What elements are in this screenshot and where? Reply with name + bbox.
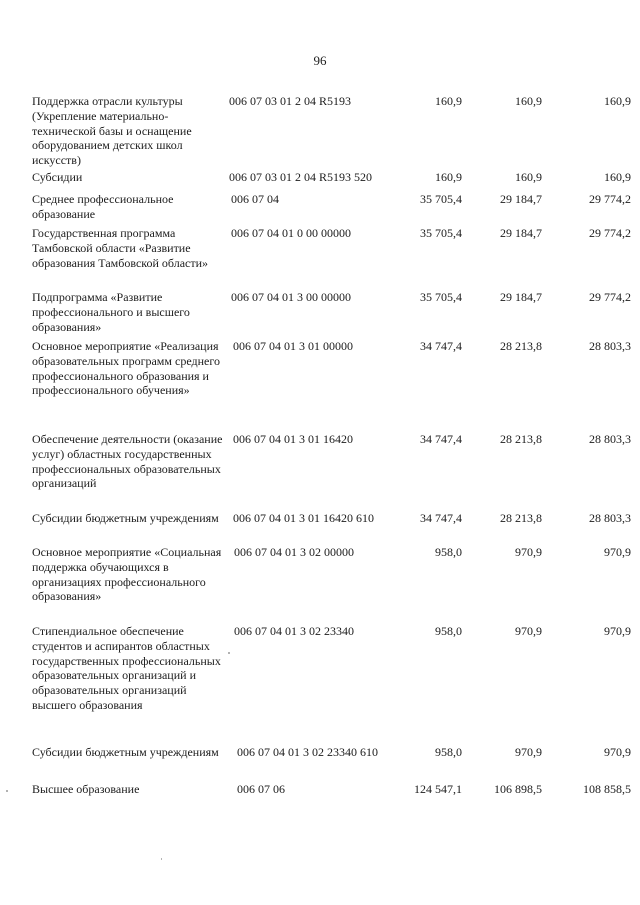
row-value-3: 160,9 <box>604 94 631 108</box>
row-value-3: 970,9 <box>604 745 631 759</box>
row-code: 006 07 04 <box>231 192 279 206</box>
row-code: 006 07 04 01 3 02 00000 <box>234 545 354 559</box>
row-name: Высшее образование <box>32 782 140 796</box>
row-value-2: 160,9 <box>515 94 542 108</box>
row-name: Основное мероприятие «Социальная поддержка обучающихся в организациях профессионального образования» <box>32 545 222 604</box>
row-value-2: 28 213,8 <box>500 339 542 353</box>
row-value-3: 28 803,3 <box>589 511 631 525</box>
row-name: Среднее профессиональное образование <box>32 192 174 221</box>
row-code: 006 07 03 01 2 04 R5193 520 <box>229 170 373 184</box>
row-value-2: 29 184,7 <box>500 192 542 206</box>
row-value-1: 35 705,4 <box>420 290 462 304</box>
row-name: Обеспечение деятельности (оказание услуг) областных государственных профессиональных образовательных организаций <box>32 432 223 491</box>
row-value-3: 28 803,3 <box>589 432 631 446</box>
row-code: 006 07 04 01 3 01 16420 <box>233 432 353 446</box>
row-code: 006 07 03 01 2 04 R5193 <box>229 94 352 108</box>
row-value-1: 35 705,4 <box>420 226 462 240</box>
row-value-1: 34 747,4 <box>420 432 462 446</box>
row-value-1: 34 747,4 <box>420 511 462 525</box>
row-code: 006 07 06 <box>237 782 285 796</box>
row-value-1: 958,0 <box>435 624 462 638</box>
row-value-1: 124 547,1 <box>414 782 462 796</box>
row-value-2: 29 184,7 <box>500 290 542 304</box>
row-value-2: 970,9 <box>515 545 542 559</box>
row-value-2: 29 184,7 <box>500 226 542 240</box>
row-code: 006 07 04 01 3 02 23340 <box>234 624 354 638</box>
row-value-3: 29 774,2 <box>589 290 631 304</box>
row-value-1: 958,0 <box>435 745 462 759</box>
row-code: 006 07 04 01 3 02 23340 610 <box>237 745 378 759</box>
row-name: Поддержка отрасли культуры (Укрепление материально-технической базы и оснащение оборудованием детских школ искусств) <box>32 94 192 168</box>
row-code: 006 07 04 01 0 00 00000 <box>231 226 351 240</box>
row-value-3: 29 774,2 <box>589 226 631 240</box>
row-value-2: 160,9 <box>515 170 542 184</box>
row-name: Стипендиальное обеспечение студентов и аспирантов областных государственных профессиональных образовательных организаций и образовательных организаций высшего образования <box>32 624 221 712</box>
row-value-3: 108 858,5 <box>583 782 631 796</box>
row-name: Субсидии <box>32 170 83 184</box>
row-value-1: 958,0 <box>435 545 462 559</box>
scan-speck <box>6 790 8 792</box>
page-number: 96 <box>313 53 327 68</box>
row-value-2: 28 213,8 <box>500 511 542 525</box>
row-value-2: 970,9 <box>515 624 542 638</box>
row-code: 006 07 04 01 3 00 00000 <box>231 290 351 304</box>
row-value-2: 28 213,8 <box>500 432 542 446</box>
row-value-3: 970,9 <box>604 545 631 559</box>
row-code: 006 07 04 01 3 01 16420 610 <box>233 511 374 525</box>
row-value-3: 160,9 <box>604 170 631 184</box>
scan-speck <box>161 858 162 860</box>
row-name: Государственная программа Тамбовской области «Развитие образования Тамбовской области» <box>32 226 209 270</box>
scan-speck <box>228 652 230 654</box>
row-name: Субсидии бюджетным учреждениям <box>32 511 219 525</box>
row-value-1: 160,9 <box>435 170 462 184</box>
row-name: Субсидии бюджетным учреждениям <box>32 745 219 759</box>
row-name: Подпрограмма «Развитие профессионального и высшего образования» <box>32 290 190 334</box>
row-code: 006 07 04 01 3 01 00000 <box>233 339 353 353</box>
row-value-1: 35 705,4 <box>420 192 462 206</box>
row-value-2: 106 898,5 <box>494 782 542 796</box>
row-value-1: 160,9 <box>435 94 462 108</box>
row-value-3: 28 803,3 <box>589 339 631 353</box>
row-value-1: 34 747,4 <box>420 339 462 353</box>
row-name: Основное мероприятие «Реализация образовательных программ среднего профессионального образования и профессионального обучения» <box>32 339 220 398</box>
row-value-3: 970,9 <box>604 624 631 638</box>
row-value-2: 970,9 <box>515 745 542 759</box>
row-value-3: 29 774,2 <box>589 192 631 206</box>
